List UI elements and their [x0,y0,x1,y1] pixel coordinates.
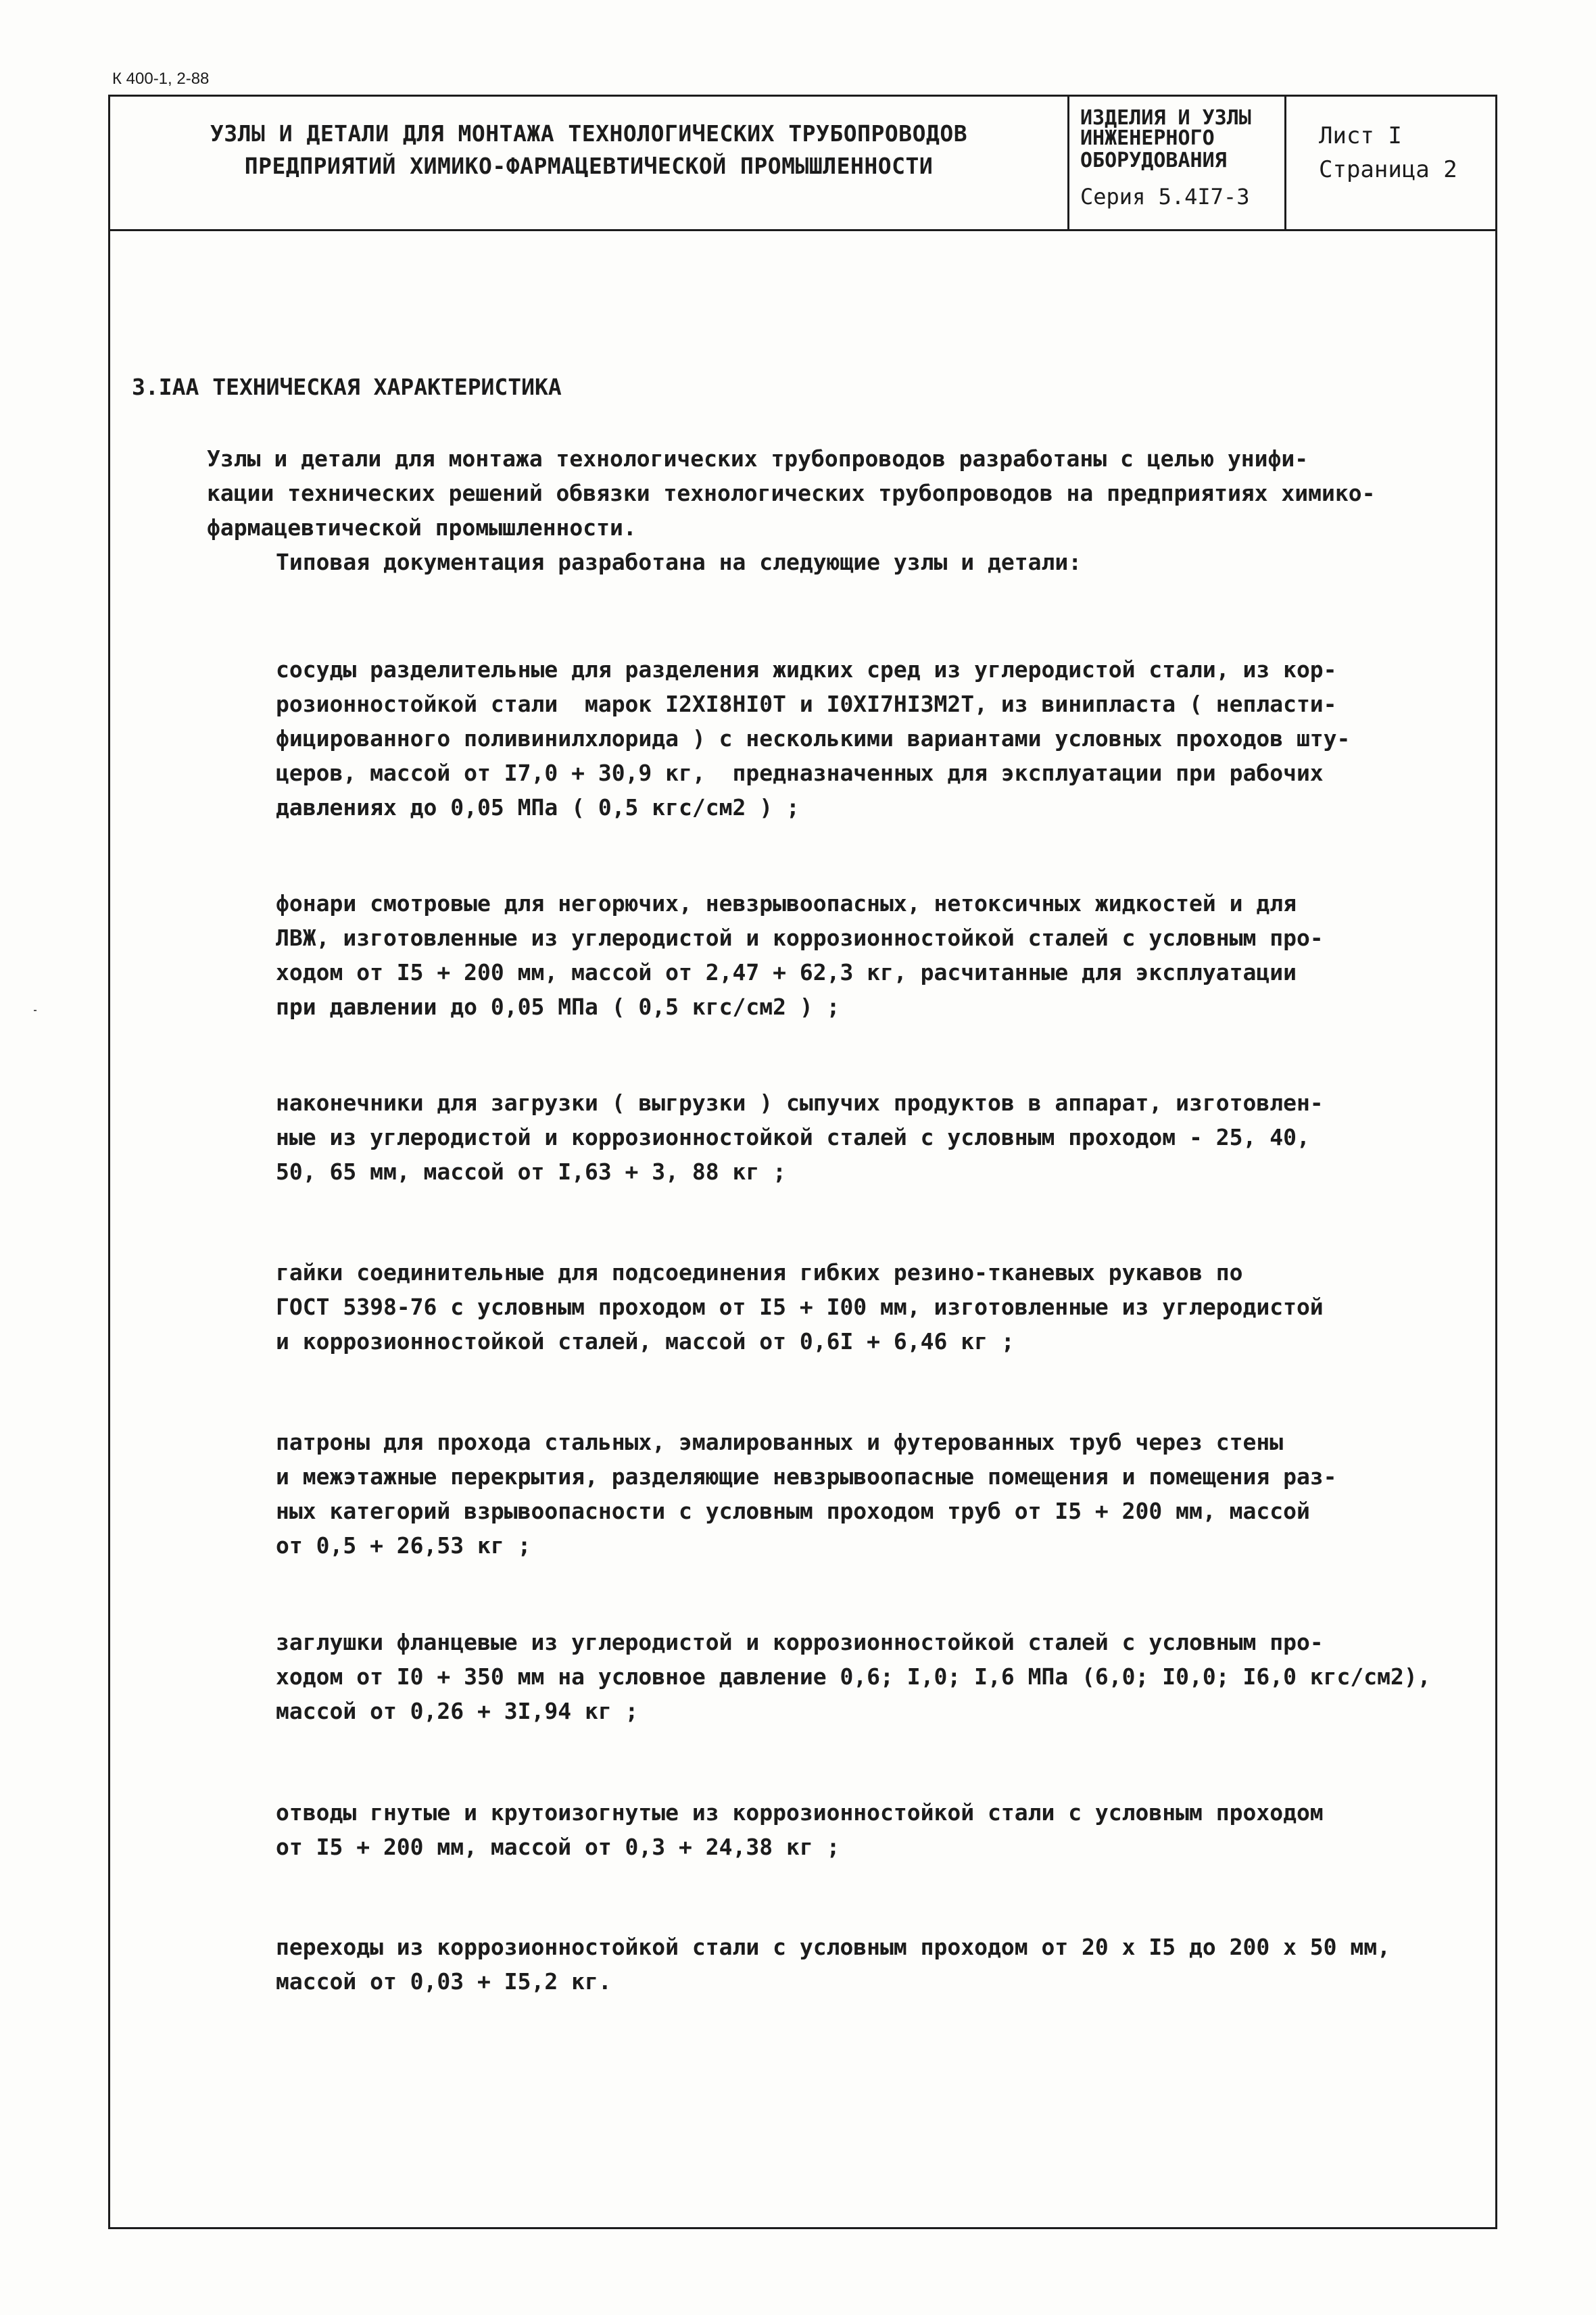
typical-docs-paragraph: Типовая документация разработана на следующие узлы и детали: [276,549,1082,575]
page-number: Страница 2 [1319,156,1457,183]
series-category-line-1: ИЗДЕЛИЯ И УЗЛЫ [1080,106,1251,130]
list-item-separator-vessels: сосуды разделительные для разделения жидких сред из углеродистой стали, из кор- розионностойкой стали марок I2XI8HI0T и I0XI7HI3M2T, из винипласта ( непласти- фицированного поливинилхлорида ) с несколькими вариантами условных проходов шту- церов, массой от I7,0 + 30,9 кг, предназначенных для эксплуатации при рабочих давлениях до 0,05 МПа ( 0,5 кгс/см2 ) ; [276,656,1351,821]
list-item-reducers: переходы из коррозионностойкой стали с условным проходом от 20 x I5 до 200 x 50 мм, массой от 0,03 + I5,2 кг. [276,1934,1391,1995]
list-item-sight-glasses: фонари смотровые для негорючих, невзрывоопасных, нетоксичных жидкостей и для ЛВЖ, изготовленные из углеродистой и коррозионностойкой сталей с условным про- ходом от I5 + 200 мм, массой от 2,47 + 62,3 кг, расчитанные для эксплуатации при давлении до 0,05 МПа ( 0,5 кгс/см2 ) ; [276,890,1324,1020]
list-item-flange-plugs: заглушки фланцевые из углеродистой и коррозионностойкой сталей с условным про- ходом от I0 + 350 мм на условное давление 0,6; I,0; I,6 МПа (6,0; I0,0; I6,0 кгс/см2), массой от 0,26 + 3I,94 кг ; [276,1629,1431,1724]
series-cell [1069,97,1286,229]
document-code: К 400-1, 2-88 [112,70,210,88]
document-title-line-1: УЗЛЫ И ДЕТАЛИ ДЛЯ МОНТАЖА ТЕХНОЛОГИЧЕСКИХ ТРУБОПРОВОДОВ [210,120,968,147]
list-item-wall-sleeves: патроны для прохода стальных, эмалированных и футерованных труб через стены и межэтажные перекрытия, разделяющие невзрывоопасные помещения и помещения раз- ных категорий взрывоопасности с условным проходом труб от I5 + 200 мм, массой от 0,5 + 26,53 кг ; [276,1429,1337,1559]
list-item-connecting-nuts: гайки соединительные для подсоединения гибких резино-тканевых рукавов по ГОСТ 5398-76 с условным проходом от I5 + I00 мм, изготовленные из углеродистой и коррозионностойкой сталей, массой от 0,6I + 6,46 кг ; [276,1259,1324,1355]
margin-mark [34,1010,37,1011]
list-item-bends: отводы гнутые и крутоизогнутые из коррозионностойкой стали с условным проходом от I5 + 200 мм, массой от 0,3 + 24,38 кг ; [276,1799,1324,1860]
sheet-cell [1286,97,1495,229]
series-number: Серия 5.4I7-3 [1080,184,1250,210]
list-item-loading-tips: наконечники для загрузки ( выгрузки ) сыпучих продуктов в аппарат, изготовлен- ные из углеродистой и коррозионностойкой сталей с условным проходом - 25, 40, 50, 65 мм, массой от I,63 + 3, 88 кг ; [276,1090,1324,1185]
sheet-number: Лист I [1319,122,1402,149]
series-category-line-2: ИНЖЕНЕРНОГО [1080,126,1215,150]
title-block [110,97,1495,231]
document-title-line-2: ПРЕДПРИЯТИЙ ХИМИКО-ФАРМАЦЕВТИЧЕСКОЙ ПРОМЫШЛЕННОСТИ [244,153,934,179]
page-frame [108,95,1497,2229]
title-cell [110,97,1069,229]
intro-paragraph: Узлы и детали для монтажа технологических трубопроводов разработаны с целью унифи- кации технических решений обвязки технологических трубопроводов на предприятиях химико- фармацевтической промышленности. [207,445,1376,541]
section-heading: 3.IАА ТЕХНИЧЕСКАЯ ХАРАКТЕРИСТИКА [132,374,562,400]
series-category-line-3: ОБОРУДОВАНИЯ [1080,149,1227,172]
